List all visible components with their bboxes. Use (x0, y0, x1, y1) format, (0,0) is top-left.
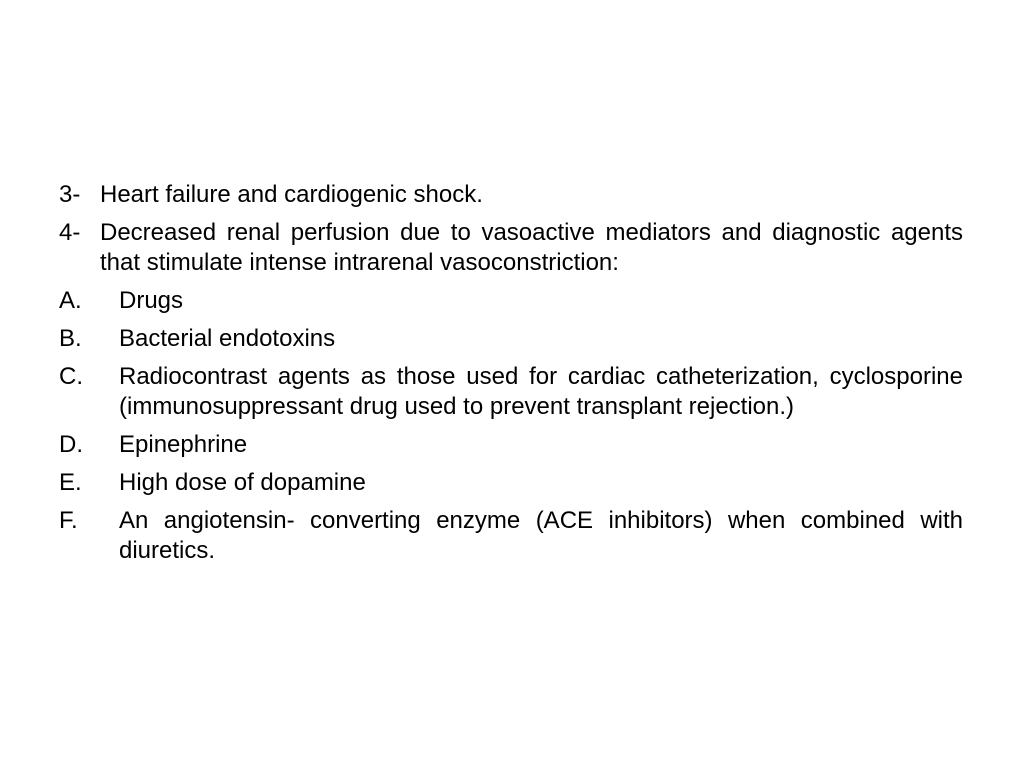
list-letter: F. (59, 507, 78, 534)
list-letter: E. (59, 469, 82, 496)
list-item-c (59, 362, 963, 422)
point-number: 3- (59, 181, 81, 208)
point-number: 4- (59, 219, 81, 246)
point-text: Heart failure and cardiogenic shock. (100, 181, 483, 208)
list-item-text: High dose of dopamine (119, 469, 366, 496)
point-text: Decreased renal perfusion due to vasoactive mediators and diagnostic agents that stimulate intense intrarenal vasoconstriction: (100, 219, 963, 276)
point-4 (59, 218, 963, 278)
list-letter: C. (59, 363, 83, 390)
list-item-text: Radiocontrast agents as those used for cardiac catheterization, cyclosporine (immunosuppressant drug used to prevent transplant rejection.) (119, 363, 963, 420)
slide-body (59, 180, 963, 574)
list-letter: B. (59, 325, 82, 352)
list-item-e (59, 468, 963, 498)
list-item-text: Epinephrine (119, 431, 248, 458)
list-item-b (59, 324, 963, 354)
point-3 (59, 180, 963, 210)
list-letter: A. (59, 287, 82, 314)
list-item-text: An angiotensin- converting enzyme (ACE inhibitors) when combined with diuretics. (119, 507, 963, 564)
list-item-a (59, 286, 963, 316)
list-letter: D. (59, 431, 83, 458)
list-item-f (59, 506, 963, 566)
list-item-text: Drugs (119, 287, 184, 314)
list-item-text: Bacterial endotoxins (119, 325, 336, 352)
list-item-d (59, 430, 963, 460)
